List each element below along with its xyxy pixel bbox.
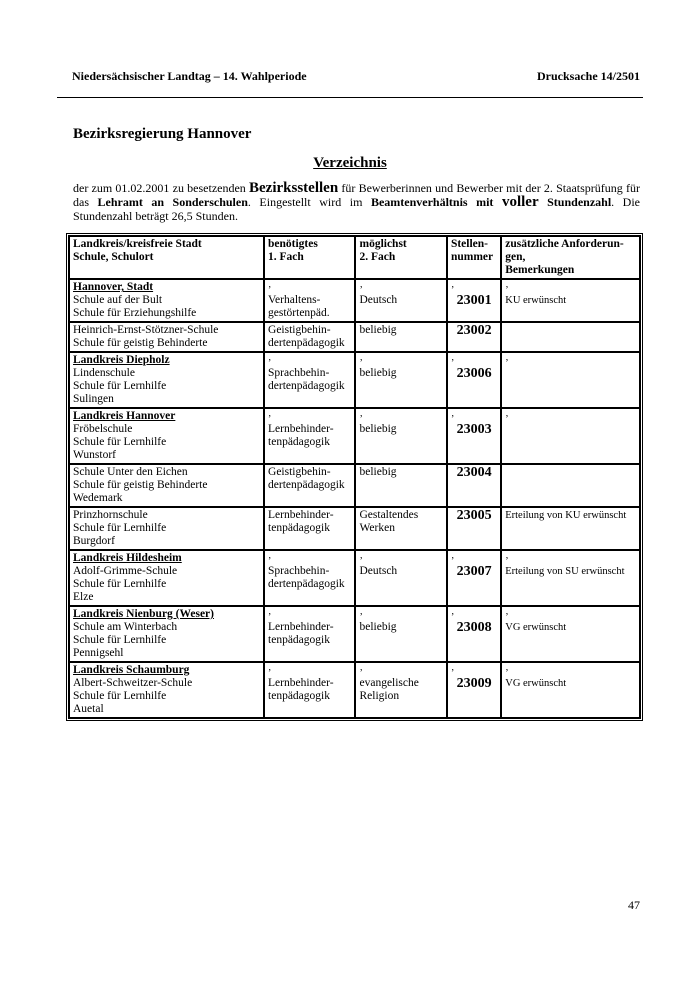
intro-paragraph: der zum 01.02.2001 zu besetzenden Bezirksstellen für Bewerberinnen und Bewerber mit der 2. Staatsprüfung für das Lehramt an Sonderschulen. Eingestellt wird im Beamtenverhältnis mit voller Stundenzahl. Die Stundenzahl beträgt 26,5 Stunden.	[73, 180, 640, 223]
table-row	[69, 662, 640, 718]
subject-1-cont: tenpädagogik	[268, 634, 330, 646]
subject-1-cell	[264, 507, 355, 550]
school-type: Schule für Lernhilfe	[73, 522, 167, 534]
subject-1-cont: tenpädagogik	[268, 436, 330, 448]
position-number: 23008	[456, 620, 492, 635]
ditto-mark: ‚	[359, 550, 363, 561]
position-number: 23006	[456, 366, 492, 381]
ditto-mark: ‚	[505, 606, 509, 617]
header-rule	[57, 97, 643, 98]
document-heading: Verzeichnis	[313, 155, 387, 171]
school-cell	[69, 606, 264, 662]
position-number-cell	[447, 322, 501, 352]
remarks-cell	[501, 606, 640, 662]
remarks-cell	[501, 662, 640, 718]
subject-2-cell	[355, 550, 446, 606]
ditto-mark: ‚	[268, 279, 272, 290]
school-type: Schule für Erziehungshilfe	[73, 307, 197, 319]
remark-text: Erteilung von SU erwünscht	[505, 566, 625, 577]
subject-2: beliebig	[359, 423, 397, 435]
ditto-mark: ‚	[359, 279, 363, 290]
position-number-cell	[447, 550, 501, 606]
subject-2-cont: Werken	[359, 522, 395, 534]
position-number-cell	[447, 662, 501, 718]
subject-1-cell	[264, 279, 355, 322]
district-name: Landkreis Hildesheim	[73, 552, 182, 564]
subject-1-cell	[264, 550, 355, 606]
school-location: Elze	[73, 591, 94, 603]
subject-1-cell	[264, 408, 355, 464]
school-type: Schule für Lernhilfe	[73, 634, 167, 646]
school-name: Heinrich-Ernst-Stötzner-Schule	[73, 324, 219, 336]
subject-2-cell	[355, 352, 446, 408]
school-name: Adolf-Grimme-Schule	[73, 565, 178, 577]
school-location: Wunstorf	[73, 449, 116, 461]
ditto-mark: ‚	[268, 662, 272, 673]
header-remarks: zusätzliche Anforderun- gen, Bemerkungen	[501, 236, 640, 279]
position-number: 23003	[456, 422, 492, 437]
subject-1: Geistigbehin-	[268, 324, 331, 336]
position-number: 23009	[456, 676, 492, 691]
subject-2: Deutsch	[359, 294, 398, 306]
school-location: Burgdorf	[73, 535, 115, 547]
subject-1-cell	[264, 322, 355, 352]
school-name: Schule auf der Bult	[73, 294, 163, 306]
table-row	[69, 279, 640, 322]
ditto-mark: ‚	[359, 408, 363, 419]
district-name: Landkreis Schaumburg	[73, 664, 190, 676]
header-district-school: Landkreis/kreisfreie Stadt Schule, Schulort	[69, 236, 264, 279]
subject-2-cell	[355, 408, 446, 464]
ditto-mark: ‚	[505, 550, 509, 561]
position-number: 23002	[456, 323, 492, 338]
table-row	[69, 550, 640, 606]
subject-1: Sprachbehin-	[268, 367, 330, 379]
subject-1-cont: dertenpädagogik	[268, 380, 345, 392]
remarks-cell	[501, 550, 640, 606]
subject-1-cell	[264, 662, 355, 718]
subject-1-cont: dertenpädagogik	[268, 479, 345, 491]
subject-1-cont: dertenpädagogik	[268, 337, 345, 349]
school-location: Pennigsehl	[73, 647, 124, 659]
district-name: Hannover, Stadt	[73, 281, 154, 293]
subject-1: Lernbehinder-	[268, 621, 334, 633]
vacancy-table	[68, 235, 641, 719]
subject-1-cell	[264, 352, 355, 408]
table-row	[69, 322, 640, 352]
remarks-cell	[501, 352, 640, 408]
position-number: 23001	[456, 293, 492, 308]
table-header-row	[69, 236, 640, 279]
remark-text: KU erwünscht	[505, 295, 567, 306]
position-number: 23005	[456, 508, 492, 523]
page-number: 47	[628, 898, 640, 912]
school-cell	[69, 279, 264, 322]
ditto-mark: ‚	[505, 352, 509, 363]
position-number-cell	[447, 507, 501, 550]
school-type: Schule für Lernhilfe	[73, 578, 167, 590]
table-row	[69, 606, 640, 662]
header-right: Drucksache 14/2501	[537, 69, 640, 83]
subject-1-cont: gestörtenpäd.	[268, 307, 330, 319]
authority-title: Bezirksregierung Hannover	[73, 126, 252, 142]
ditto-mark: ‚	[450, 408, 455, 419]
school-type: Schule für geistig Behinderte	[73, 337, 208, 349]
remarks-cell	[501, 279, 640, 322]
remarks-cell	[501, 322, 640, 352]
subject-1-cell	[264, 606, 355, 662]
subject-1: Lernbehinder-	[268, 677, 334, 689]
ditto-mark: ‚	[359, 606, 363, 617]
school-cell	[69, 408, 264, 464]
header-left: Niedersächsischer Landtag – 14. Wahlperiode	[72, 69, 307, 83]
position-number-cell	[447, 606, 501, 662]
subject-2: beliebig	[359, 466, 397, 478]
subject-2-cont: Religion	[359, 690, 400, 702]
subject-1-cont: tenpädagogik	[268, 522, 330, 534]
remark-text: VG erwünscht	[505, 622, 567, 633]
school-name: Schule Unter den Eichen	[73, 466, 188, 478]
school-type: Schule für geistig Behinderte	[73, 479, 208, 491]
subject-1-cont: dertenpädagogik	[268, 578, 345, 590]
header-position-number: Stellen- nummer	[447, 236, 501, 279]
ditto-mark: ‚	[268, 408, 272, 419]
ditto-mark: ‚	[268, 550, 272, 561]
ditto-mark: ‚	[450, 279, 455, 290]
subject-1: Lernbehinder-	[268, 423, 334, 435]
subject-2-cell	[355, 322, 446, 352]
subject-2-cell	[355, 279, 446, 322]
subject-2: evangelische	[359, 677, 419, 689]
school-cell	[69, 550, 264, 606]
school-name: Albert-Schweitzer-Schule	[73, 677, 193, 689]
subject-2-cell	[355, 507, 446, 550]
remark-text: Erteilung von KU erwünscht	[505, 510, 627, 521]
subject-2: beliebig	[359, 367, 397, 379]
ditto-mark: ‚	[450, 550, 455, 561]
school-cell	[69, 507, 264, 550]
position-number-cell	[447, 408, 501, 464]
ditto-mark: ‚	[359, 662, 363, 673]
school-location: Auetal	[73, 703, 104, 715]
school-type: Schule für Lernhilfe	[73, 380, 167, 392]
ditto-mark: ‚	[450, 606, 455, 617]
header-subject-1: benötigtes 1. Fach	[264, 236, 355, 279]
subject-2-cell	[355, 662, 446, 718]
school-name: Schule am Winterbach	[73, 621, 178, 633]
subject-2: beliebig	[359, 621, 397, 633]
header-subject-2: möglichst 2. Fach	[355, 236, 446, 279]
position-number-cell	[447, 279, 501, 322]
position-number: 23007	[456, 564, 492, 579]
school-name: Fröbelschule	[73, 423, 133, 435]
district-name: Landkreis Nienburg (Weser)	[73, 608, 214, 620]
table-row	[69, 408, 640, 464]
remarks-cell	[501, 507, 640, 550]
district-name: Landkreis Diepholz	[73, 354, 170, 366]
subject-2: beliebig	[359, 324, 397, 336]
school-location: Wedemark	[73, 492, 123, 504]
remarks-cell	[501, 464, 640, 507]
school-cell	[69, 464, 264, 507]
position-number: 23004	[456, 465, 492, 480]
ditto-mark: ‚	[450, 662, 455, 673]
subject-2-cell	[355, 464, 446, 507]
subject-2-cell	[355, 606, 446, 662]
subject-1: Sprachbehin-	[268, 565, 330, 577]
subject-2: Gestaltendes	[359, 509, 419, 521]
school-type: Schule für Lernhilfe	[73, 436, 167, 448]
subject-1: Geistigbehin-	[268, 466, 331, 478]
ditto-mark: ‚	[268, 606, 272, 617]
subject-2: Deutsch	[359, 565, 398, 577]
school-type: Schule für Lernhilfe	[73, 690, 167, 702]
ditto-mark: ‚	[505, 279, 509, 290]
position-number-cell	[447, 464, 501, 507]
table-row	[69, 352, 640, 408]
school-name: Prinzhornschule	[73, 509, 148, 521]
ditto-mark: ‚	[505, 662, 509, 673]
subject-1-cont: tenpädagogik	[268, 690, 330, 702]
district-name: Landkreis Hannover	[73, 410, 176, 422]
school-cell	[69, 322, 264, 352]
table-row	[69, 464, 640, 507]
subject-1: Verhaltens-	[268, 294, 321, 306]
school-location: Sulingen	[73, 393, 114, 405]
school-cell	[69, 662, 264, 718]
school-cell	[69, 352, 264, 408]
subject-1-cell	[264, 464, 355, 507]
remark-text: VG erwünscht	[505, 678, 567, 689]
ditto-mark: ‚	[268, 352, 272, 363]
remarks-cell	[501, 408, 640, 464]
position-number-cell	[447, 352, 501, 408]
table-row	[69, 507, 640, 550]
ditto-mark: ‚	[359, 352, 363, 363]
ditto-mark: ‚	[450, 352, 455, 363]
school-name: Lindenschule	[73, 367, 135, 379]
ditto-mark: ‚	[505, 408, 509, 419]
subject-1: Lernbehinder-	[268, 509, 334, 521]
